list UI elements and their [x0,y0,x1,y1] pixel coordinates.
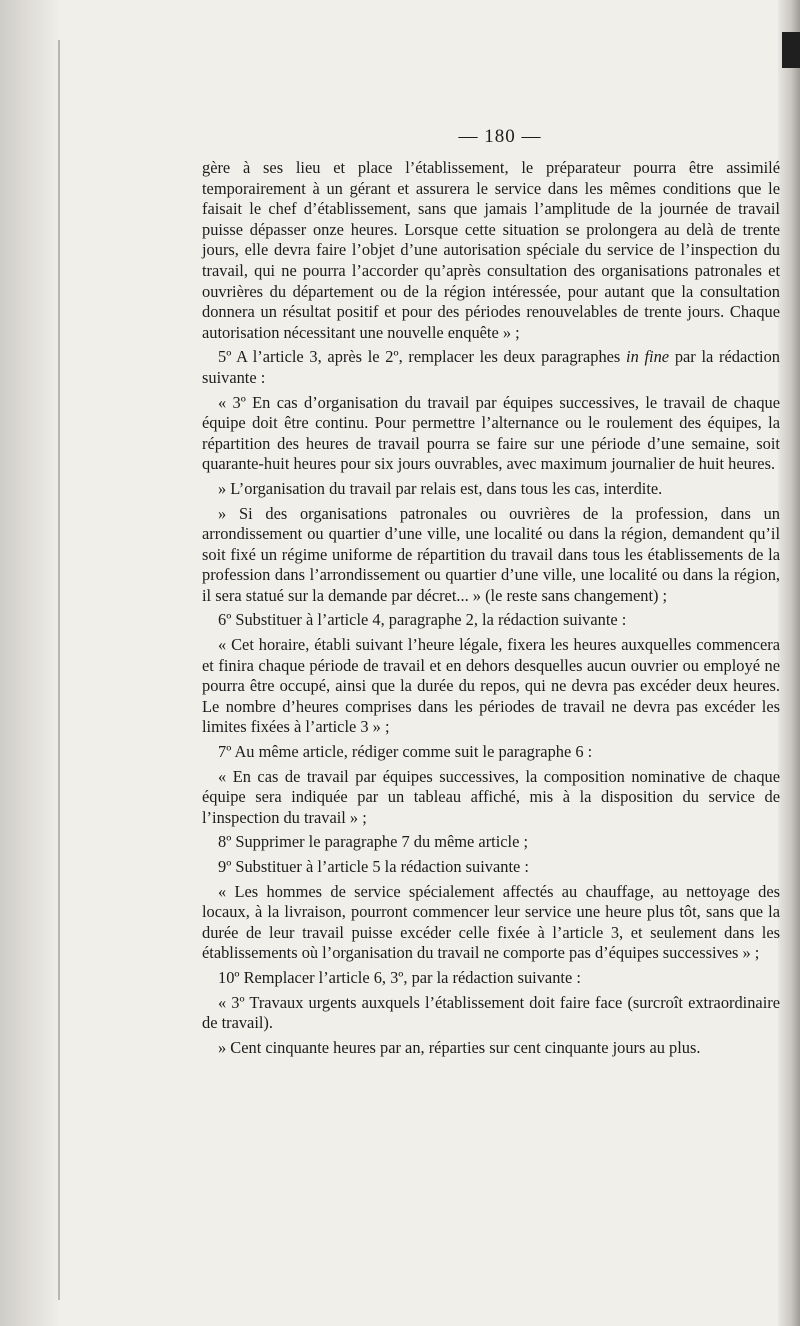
page-binding-shadow [0,0,60,1326]
paragraph-8: 7º Au même article, rédiger comme suit le paragraphe 6 : [218,742,593,762]
body-text [202,158,780,1062]
paragraph-5: » Si des organisations patronales ou ouvrières de la profession, dans un arrondissement ou quartier d’une ville, une localité ou dans la région, demandent qu’il soit fixé un régime uniforme de répartition du travail dans tous les établissements de la profession dans l’arrondissement ou quartier d’une ville, une localité ou dans la région, il sera statué sur la demande par décret... » (le reste sans changement) ; [202,503,780,605]
paragraph-14: « 3º Travaux urgents auxquels l’établissement doit faire face (surcroît extraordinaire de travail). [202,992,780,1033]
paragraph-15: » Cent cinquante heures par an, réparties sur cent cinquante jours au plus. [218,1037,701,1057]
paragraph-2-italic: in fine [626,347,670,367]
page-tab-marker [782,32,800,68]
paragraph-2 [202,347,780,388]
paragraph-9: « En cas de travail par équipes successives, la composition nominative de chaque équipe sera indiquée par un tableau affiché, mis à la disposition du service de l’inspection du travail » ; [202,766,780,827]
binding-crease [58,40,60,1300]
page-number: — 180 — [458,126,542,147]
paragraph-12: « Les hommes de service spécialement affectés au chauffage, au nettoyage des locaux, à la livraison, pourront commencer leur service une heure plus tôt, sans que la durée de leur travail puisse excéder celle fixée à l’article 3, et seulement dans les établissements où l’organisation du travail ne comporte pas d’équipes successives » ; [202,881,780,963]
paragraph-10: 8º Supprimer le paragraphe 7 du même article ; [218,832,529,852]
paragraph-1: gère à ses lieu et place l’établissement, le préparateur pourra être assimilé temporairement à un gérant et assurera le service dans les mêmes conditions que le faisait le chef d’établissement, sans que jamais l’amplitude de la journée de travail puisse dépasser onze heures. Lorsque cette situation se prolongera au delà de trente jours, elle devra faire l’objet d’une autorisation spéciale du service de l’inspection du travail, qui ne pourra l’accorder qu’après consultation des organisations patronales et ouvrières du département ou de la région intéressée, pour autant que la consultation donnera un résultat positif et pour des périodes renouvelables de trente jours. Chaque autorisation nécessitant une nouvelle enquête » ; [202,158,780,342]
paragraph-7: « Cet horaire, établi suivant l’heure légale, fixera les heures auxquelles commencera et finira chaque période de travail et en dehors desquelles aucun ouvrier ou employé ne pourra être occupé, ainsi que la durée du repos, qui ne devra pas excéder deux heures. Le nombre d’heures comprises dans les périodes de travail ne devra pas excéder les limites fixées à l’article 3 » ; [202,635,780,737]
paragraph-13: 10º Remplacer l’article 6, 3º, par la rédaction suivante : [218,967,581,987]
page-right-edge [778,0,800,1326]
paragraph-4: » L’organisation du travail par relais est, dans tous les cas, interdite. [218,478,663,498]
paragraph-3: « 3º En cas d’organisation du travail par équipes successives, le travail de chaque équipe doit être continu. Pour permettre l’alternance ou le roulement des équipes, la répartition des heures de travail pourra se faire sur une période d’une semaine, soit quarante-huit heures pour six jours ouvrables, avec maximum journalier de huit heures. [202,392,780,474]
paragraph-6: 6º Substituer à l’article 4, paragraphe 2, la rédaction suivante : [218,610,627,630]
paragraph-2-after: par la rédaction suivante : [202,347,780,387]
paragraph-11: 9º Substituer à l’article 5 la rédaction suivante : [218,857,529,876]
paragraph-2-before: 5º A l’article 3, après le 2º, remplacer les deux paragraphes [218,347,627,367]
